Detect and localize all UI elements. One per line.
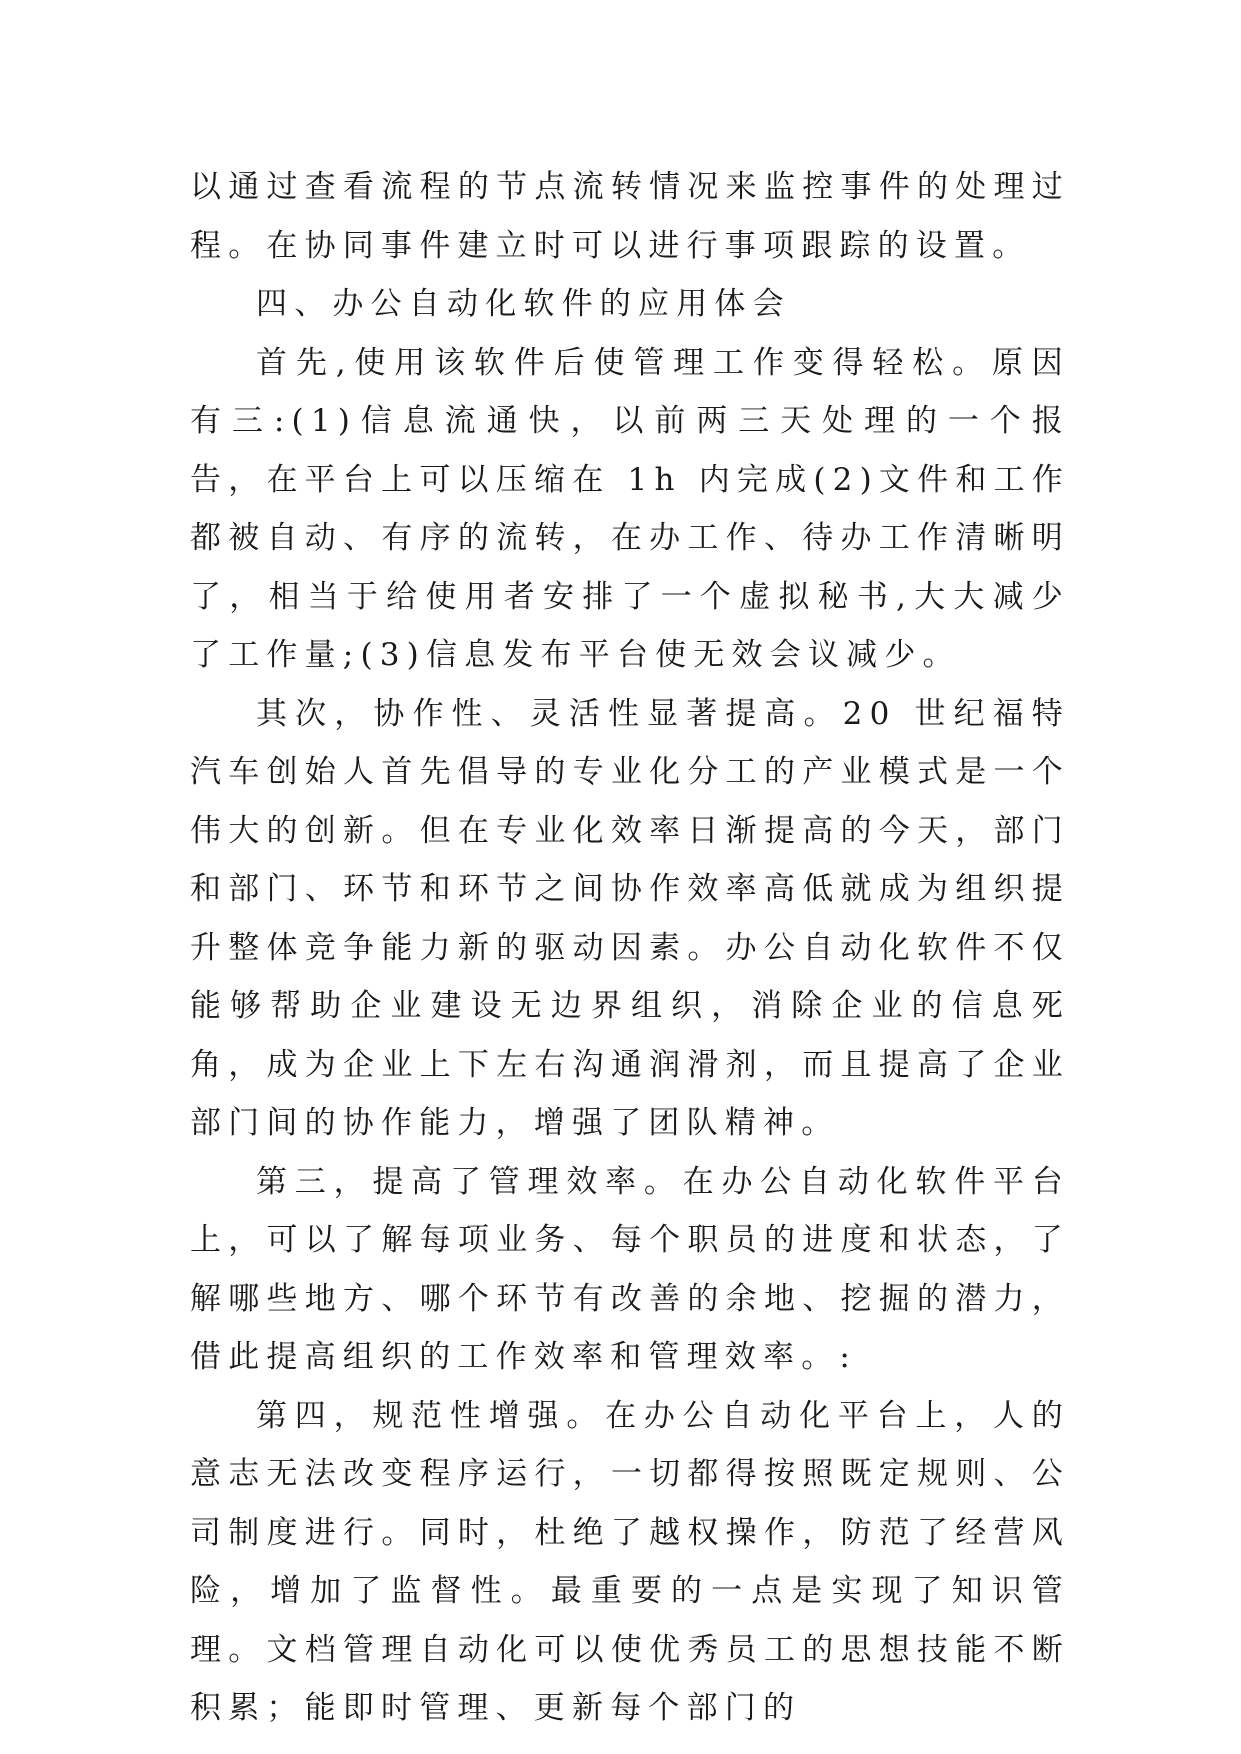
paragraph-continuation: 以通过查看流程的节点流转情况来监控事件的处理过程。在协同事件建立时可以进行事项跟踪的设置。 [190,169,1070,264]
paragraph-first-point: 首先,使用该软件后使管理工作变得轻松。原因有三:(1)信息流通快，以前两三天处理的一个报告，在平台上可以压缩在 1h 内完成(2)文件和工作都被自动、有序的流转，在办工作、待办工作清晰明了，相当于给使用者安排了一个虚拟秘书,大大减少了工作量;(3)信息发布平台使无效会议减少。 [190,344,1070,673]
document-body [190,158,1070,1738]
paragraph-second-point: 其次，协作性、灵活性显著提高。20 世纪福特汽车创始人首先倡导的专业化分工的产业模式是一个伟大的创新。但在专业化效率日渐提高的今天，部门和部门、环节和环节之间协作效率高低就成为组织提升整体竞争能力新的驱动因素。办公自动化软件不仅能够帮助企业建设无边界组织，消除企业的信息死角，成为企业上下左右沟通润滑剂，而且提高了企业部门间的协作能力，增强了团队精神。 [190,695,1070,1141]
paragraph-fourth-point: 第四，规范性增强。在办公自动化平台上，人的意志无法改变程序运行，一切都得按照既定规则、公司制度进行。同时，杜绝了越权操作，防范了经营风险，增加了监督性。最重要的一点是实现了知识管理。文档管理自动化可以使优秀员工的思想技能不断积累；能即时管理、更新每个部门的 [190,1397,1070,1726]
section-heading: 四、办公自动化软件的应用体会 [256,286,791,322]
paragraph-third-point: 第三，提高了管理效率。在办公自动化软件平台上，可以了解每项业务、每个职员的进度和状态，了解哪些地方、哪个环节有改善的余地、挖掘的潜力，借此提高组织的工作效率和管理效率。: [190,1163,1070,1375]
